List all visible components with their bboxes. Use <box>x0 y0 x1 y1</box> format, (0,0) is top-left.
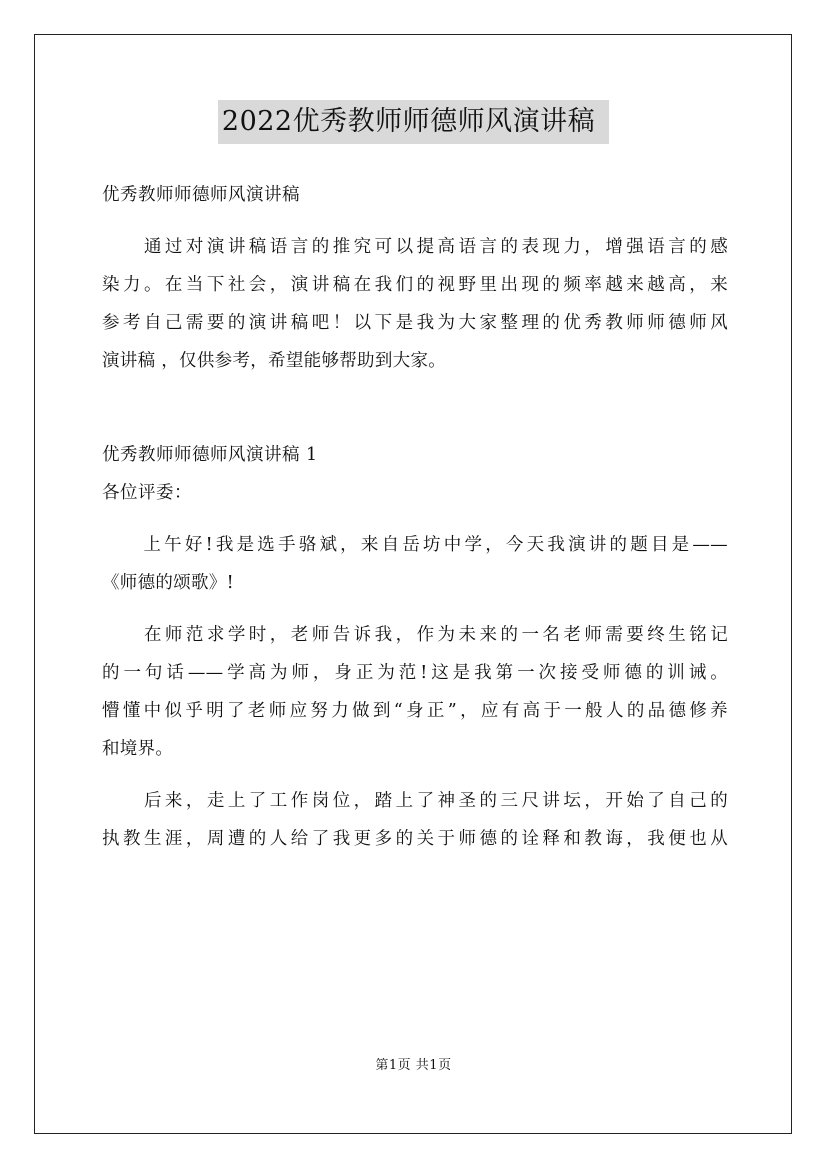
salutation: 各位评委： <box>102 483 192 503</box>
section-heading: 优秀教师师德师风演讲稿 1 <box>102 445 318 465</box>
paragraph-line: 懵懂中似乎明了老师应努力做到“身正”，应有高于一般人的品德修养 <box>102 701 728 721</box>
paragraph-line: 后来，走上了工作岗位，踏上了神圣的三尺讲坛，开始了自己的 <box>102 791 728 811</box>
spacer <box>102 512 728 526</box>
intro-line: 染力。在当下社会，演讲稿在我们的视野里出现的频率越来越高，来 <box>102 275 728 295</box>
document-subtitle: 优秀教师师德师风演讲稿 <box>102 185 300 205</box>
body-paragraph <box>102 782 728 858</box>
intro-line: 参考自己需要的演讲稿吧！以下是我为大家整理的优秀教师师德师风 <box>102 313 728 333</box>
spacer <box>102 214 728 228</box>
spacer <box>102 380 728 436</box>
paragraph-line: 执教生涯，周遭的人给了我更多的关于师德的诠释和教诲，我便也从 <box>102 829 728 849</box>
intro-line: 通过对演讲稿语言的推究可以提高语言的表现力，增强语言的感 <box>102 237 728 257</box>
document-body <box>102 176 728 858</box>
spacer <box>102 768 728 782</box>
body-paragraph <box>102 526 728 602</box>
spacer <box>102 602 728 616</box>
paragraph-line: 上午好!我是选手骆斌，来自岳坊中学，今天我演讲的题目是—— <box>102 535 728 555</box>
paragraph-line: 在师范求学时，老师告诉我，作为未来的一名老师需要终生铭记 <box>102 625 728 645</box>
paragraph-line: 《师德的颂歌》! <box>102 573 234 593</box>
paragraph-line: 和境界。 <box>102 739 174 759</box>
intro-line: 演讲稿 ，仅供参考，希望能够帮助到大家。 <box>102 351 447 371</box>
page-footer: 第1页 共1页 <box>375 1058 452 1073</box>
intro-paragraph <box>102 228 728 380</box>
paragraph-line: 的一句话——学高为师，身正为范!这是我第一次接受师德的训诫。 <box>102 663 728 683</box>
body-paragraph <box>102 616 728 768</box>
title-container <box>0 100 827 144</box>
document-title: 2022优秀教师师德师风演讲稿 <box>218 100 609 144</box>
